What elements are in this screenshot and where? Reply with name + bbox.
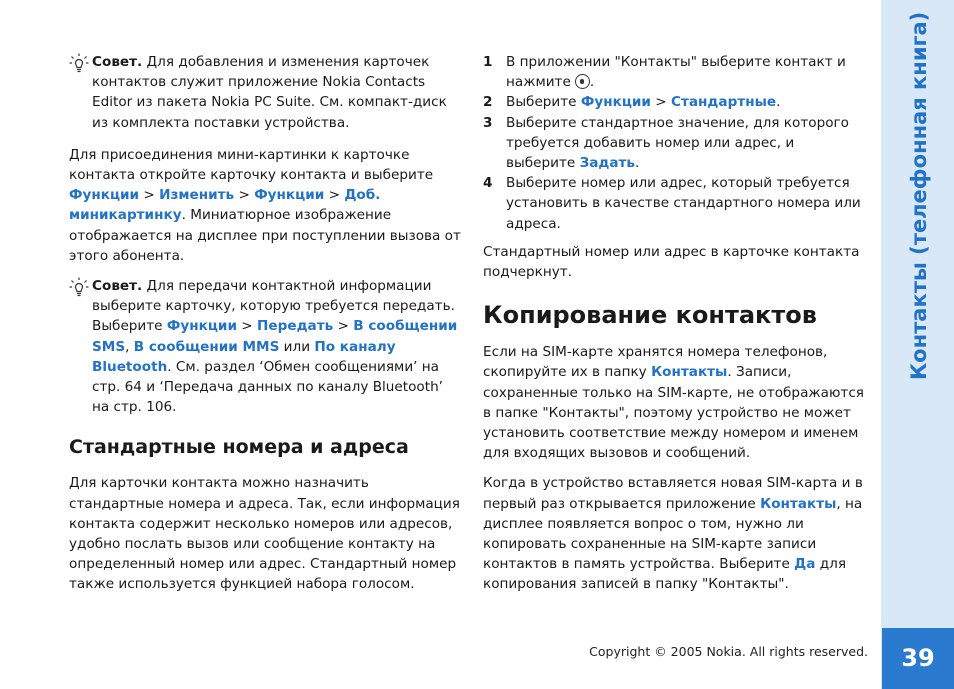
tip-label: Совет. <box>92 54 143 70</box>
step-text: Выберите <box>506 94 581 111</box>
copyright-notice: Copyright © 2005 Nokia. All rights reserved. <box>589 644 868 659</box>
step-end: . <box>635 155 640 172</box>
link-assign[interactable]: Задать <box>579 155 636 172</box>
separator: > <box>139 187 160 204</box>
step-number: 3 <box>483 114 493 131</box>
link-via-bluetooth[interactable]: По каналу Bluetooth <box>92 338 396 375</box>
link-yes[interactable]: Да <box>794 556 816 573</box>
separator: > <box>234 187 255 204</box>
joystick-press-icon <box>575 74 590 89</box>
right-column <box>483 52 865 605</box>
tip-label: Совет. <box>92 278 143 295</box>
text: Для передачи контактной информации выберите карточку, которую требуется передать. Выберите <box>92 278 455 335</box>
left-column <box>69 52 461 605</box>
separator: > <box>650 94 672 111</box>
link-contacts[interactable]: Контакты <box>760 495 837 512</box>
paragraph-default-numbers: Для карточки контакта можно назначить стандартные номера и адреса. Так, если информация контакта содержит несколько номеров или адресов, удобно послать вызов или сообщение контакту на определенный номер или адрес. Стандартный номер также используется функцией набора голосом. <box>69 475 460 593</box>
tip-lightbulb-icon <box>69 277 90 297</box>
link-add-thumbnail[interactable]: Доб. миникартинку <box>69 187 381 224</box>
text: или <box>279 338 315 355</box>
step-end: . <box>776 94 781 111</box>
paragraph-sim <box>483 342 865 463</box>
separator: > <box>324 187 345 204</box>
paragraph-underlined: Стандартный номер или адрес в карточке контакта подчеркнут. <box>483 243 860 281</box>
heading-default-numbers: Стандартные номера и адреса <box>69 436 409 459</box>
link-functions[interactable]: Функции <box>580 94 651 111</box>
step-text: В приложении "Контакты" выберите контакт и нажмите <box>506 54 846 91</box>
tip-2 <box>69 276 461 417</box>
tip-lightbulb-icon <box>69 53 90 73</box>
sidebar-chapter-title: Контакты (телефонная книга) <box>907 11 931 380</box>
steps-list <box>483 52 865 234</box>
text: Для присоединения мини-картинки к карточке контакта откройте карточку контакта и выберите <box>69 146 434 184</box>
link-functions[interactable]: Функции <box>69 187 140 204</box>
separator: , <box>125 338 134 355</box>
heading-copy-contacts: Копирование контактов <box>483 301 817 330</box>
tip-text: Для добавления и изменения карточек контактов служит приложение Nokia Contacts Editor из пакета Nokia PC Suite. См. компакт-диск из комплекта поставки устройства. <box>92 54 447 131</box>
step-number: 2 <box>483 94 493 111</box>
list-item <box>483 173 865 234</box>
list-item <box>483 113 865 174</box>
link-contacts[interactable]: Контакты <box>651 364 728 381</box>
step-end: . <box>589 74 595 91</box>
link-functions-2[interactable]: Функции <box>254 187 325 204</box>
paragraph-new-sim <box>483 473 865 594</box>
paragraph-thumbnail <box>69 145 461 266</box>
text: . Миниатюрное изображение отображается на дисплее при поступлении вызова от этого абонента. <box>69 207 461 264</box>
separator: > <box>236 318 258 335</box>
text: для копирования записей в папку "Контакты". <box>483 556 847 593</box>
step-number: 4 <box>483 175 493 192</box>
link-edit[interactable]: Изменить <box>159 187 235 204</box>
tip-1 <box>69 52 461 133</box>
text: . См. раздел ‘Обмен сообщениями’ на стр. 64 и ‘Передача данных по каналу Bluetooth’ на стр. 106. <box>92 358 444 416</box>
step-text: Выберите стандартное значение, для которого требуется добавить номер или адрес, и выберите <box>506 114 849 172</box>
text: Когда в устройство вставляется новая SIM-карта и в первый раз открывается приложение <box>483 475 863 512</box>
text: Если на SIM-карте хранятся номера телефонов, скопируйте их в папку <box>483 344 828 381</box>
text: , на дисплее появляется вопрос о том, нужно ли копировать сохраненные на SIM-карте записи контактов в память устройства. Выберите <box>483 495 863 573</box>
link-send[interactable]: Передать <box>257 318 334 335</box>
step-text: Выберите номер или адрес, который требуется установить в качестве стандартного номера или адреса. <box>506 175 861 232</box>
text: . Записи, сохраненные только на SIM-карте, не отображаются в папке "Контакты", поэтому устройство не может установить соответствие между номером и именем для входящих вызовов и сообщений. <box>483 364 864 462</box>
list-item <box>483 52 865 92</box>
link-functions[interactable]: Функции <box>166 318 237 335</box>
link-via-sms[interactable]: В сообщении SMS <box>92 318 458 355</box>
step-number: 1 <box>483 54 493 70</box>
link-defaults[interactable]: Стандартные <box>671 94 777 111</box>
separator: > <box>333 318 354 335</box>
list-item <box>483 92 865 112</box>
link-via-mms[interactable]: В сообщении MMS <box>133 338 280 355</box>
page-number: 39 <box>901 644 935 672</box>
